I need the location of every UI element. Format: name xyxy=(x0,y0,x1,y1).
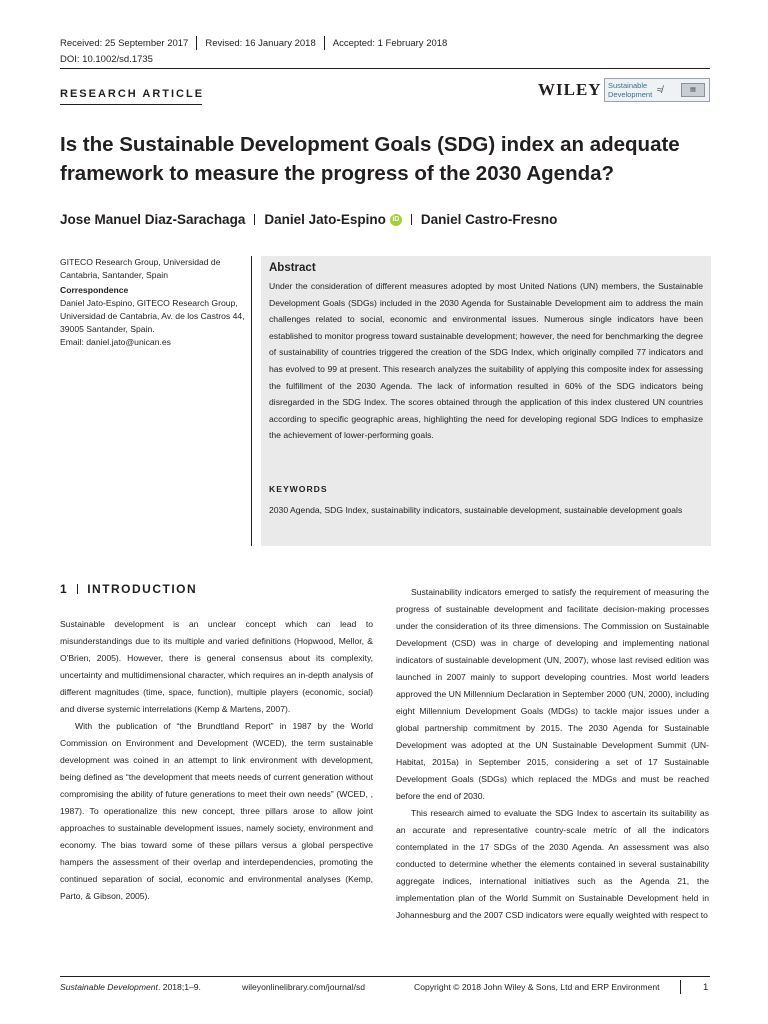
received-date: Received: 25 September 2017 xyxy=(60,37,189,49)
divider xyxy=(324,36,325,50)
author-name[interactable]: Daniel Jato-Espino xyxy=(264,212,386,227)
publisher-logo: WILEY xyxy=(538,80,602,99)
affiliation: GITECO Research Group, Universidad de Cantabria, Santander, Spain xyxy=(60,257,221,280)
paragraph: Sustainable development is an unclear concept which can lead to misunderstandings due to its multiple and varied definitions (Hopwood, Mellor, & O'Brien, 2005). However, there is general consensus about its complexity, uncertainty and multidimensional character, which requires an in-depth analysis of different magnitudes (time, space, function), multiple players (economic, social) and diverse systemic interrelations (Kemp & Martens, 2007). xyxy=(60,619,373,714)
paragraph: With the publication of “the Brundtland Report” in 1987 by the World Commission on Environment and Development (WCED), the term sustainable development was coined in an attempt to link environment with development, being defined as “the development that meets needs of current generation without compromising the ability of future generations to meet their own needs” (WCED, , 1987). To operationalize this new concept, three pillars arose to allow joint approaches to sustainable development issues, namely society, environment and economy. The bias toward some of these pillars versus a global perspective hampers the assessment of their overlap and interdependencies, promoting the continued separation of social, economic and environmental analyses (Kemp, Parto, & Gibson, 2005). xyxy=(60,721,373,901)
correspondence-email[interactable]: Email: daniel.jato@unican.es xyxy=(60,337,171,347)
header-rule xyxy=(60,68,710,69)
correspondence-heading: Correspondence xyxy=(60,285,129,295)
footer-url[interactable]: wileyonlinelibrary.com/journal/sd xyxy=(242,982,366,992)
section-title: INTRODUCTION xyxy=(87,582,198,596)
divider xyxy=(196,36,197,50)
body-column-right xyxy=(396,584,709,924)
author-name[interactable]: Jose Manuel Diaz-Sarachaga xyxy=(60,212,246,227)
paragraph: This research aimed to evaluate the SDG Index to ascertain its suitability as an accurate and representative country-scale metric of all the indicators contemplated in the 17 SDGs of the 2030 Agenda. An assessment was also conducted to determine whether the elements contained in several sustainability aggregate indices, international initiatives such as the Agenda 21, the implementation plan of the World Summit on Sustainable Development held in Johannesburg and the 2007 CSD indicators were equally weighted with respect to xyxy=(396,808,709,920)
introduction-heading xyxy=(60,582,197,596)
article-title: Is the Sustainable Development Goals (SDG) index an adequate framework to measure the progress of the 2030 Agenda? xyxy=(60,133,680,185)
footer-copyright: Copyright © 2018 John Wiley & Sons, Ltd and ERP Environment xyxy=(414,982,660,992)
column-divider xyxy=(251,256,252,546)
doi[interactable]: DOI: 10.1002/sd.1735 xyxy=(60,54,153,65)
body-column-left xyxy=(60,616,373,905)
section-label-underline xyxy=(60,104,202,105)
section-number: 1 xyxy=(60,582,69,596)
footer-citation: Sustainable Development. 2018;1–9. xyxy=(60,982,201,992)
abstract-text: Under the consideration of different measures adopted by most United Nations (UN) members, the Sustainable Development Goals (SDGs) included in the 2030 Agenda for Sustainable Development aim to address the main challenges related to social, economic and environmental issues. Numerous single indicators have been established to monitor progress toward sustainable development; however, the need for benchmarking the degree of sustainability of countries triggered the creation of the SDG Index, which originally compiled 77 indicators and has evolved to 99 at present. This research analyzes the suitability of applying this composite index for assessing the fulfillment of the 2030 Agenda. The lack of information resulted in 60% of the SDG indicators being disregarded in the SDG Index. The scores obtained through the application of this index clustered UN countries according to specific geographic areas, highlighting the need for developing regional SDG Indices to emphasize the achievement of lower-performing goals. xyxy=(269,281,703,441)
page-number: 1 xyxy=(703,982,709,993)
divider xyxy=(411,214,412,225)
journal-logo-text: Sustainable Development xyxy=(608,81,653,99)
affiliation-block xyxy=(60,256,245,349)
keywords-text: 2030 Agenda, SDG Index, sustainability indicators, sustainable development, sustainable development goals xyxy=(269,505,683,515)
accepted-date: Accepted: 1 February 2018 xyxy=(332,37,448,49)
author-list xyxy=(60,212,557,227)
journal-logo xyxy=(604,78,710,102)
divider xyxy=(254,214,255,225)
abstract-heading: Abstract xyxy=(269,262,316,274)
paragraph: Sustainability indicators emerged to satisfy the requirement of measuring the progress of sustainable development and facilitate decision-making processes under the consideration of its three dimensions. The Commission on Sustainable Development (CSD) was in charge of developing and implementing national indicators of sustainable development (UN, 2007), whose last revised edition was launched in 2007 mainly to support developing countries. Most world leaders approved the UN Millennium Declaration in September 2000 (UN, 2000), including eight Millennium Development Goals (MDGs) to tackle major issues under a global partnership commitment by 2015. The 2030 Agenda for Sustainable Development was adopted at the UN Sustainable Development Summit (UN-Habitat, 2015a) in September 2015, considering a set of 17 Sustainable Development Goals (SDGs) which replaced the MDGs and must be reached before the end of 2030. xyxy=(396,587,709,801)
footer-rule xyxy=(60,976,710,977)
journal-cover-icon: ▤ xyxy=(681,83,705,97)
section-label: RESEARCH ARTICLE xyxy=(60,88,205,100)
article-dates xyxy=(60,36,447,50)
author-name[interactable]: Daniel Castro-Fresno xyxy=(420,212,558,227)
divider xyxy=(680,980,681,994)
revised-date: Revised: 16 January 2018 xyxy=(205,37,316,49)
correspondence-address: Daniel Jato-Espino, GITECO Research Group, Universidad de Cantabria, Av. de los Castros 44, 39005 Santander, Spain. xyxy=(60,298,245,334)
keywords-heading: KEYWORDS xyxy=(269,484,328,494)
divider xyxy=(77,584,78,594)
orcid-icon[interactable]: iD xyxy=(390,214,402,226)
bird-icon: ≉ xyxy=(657,85,663,96)
